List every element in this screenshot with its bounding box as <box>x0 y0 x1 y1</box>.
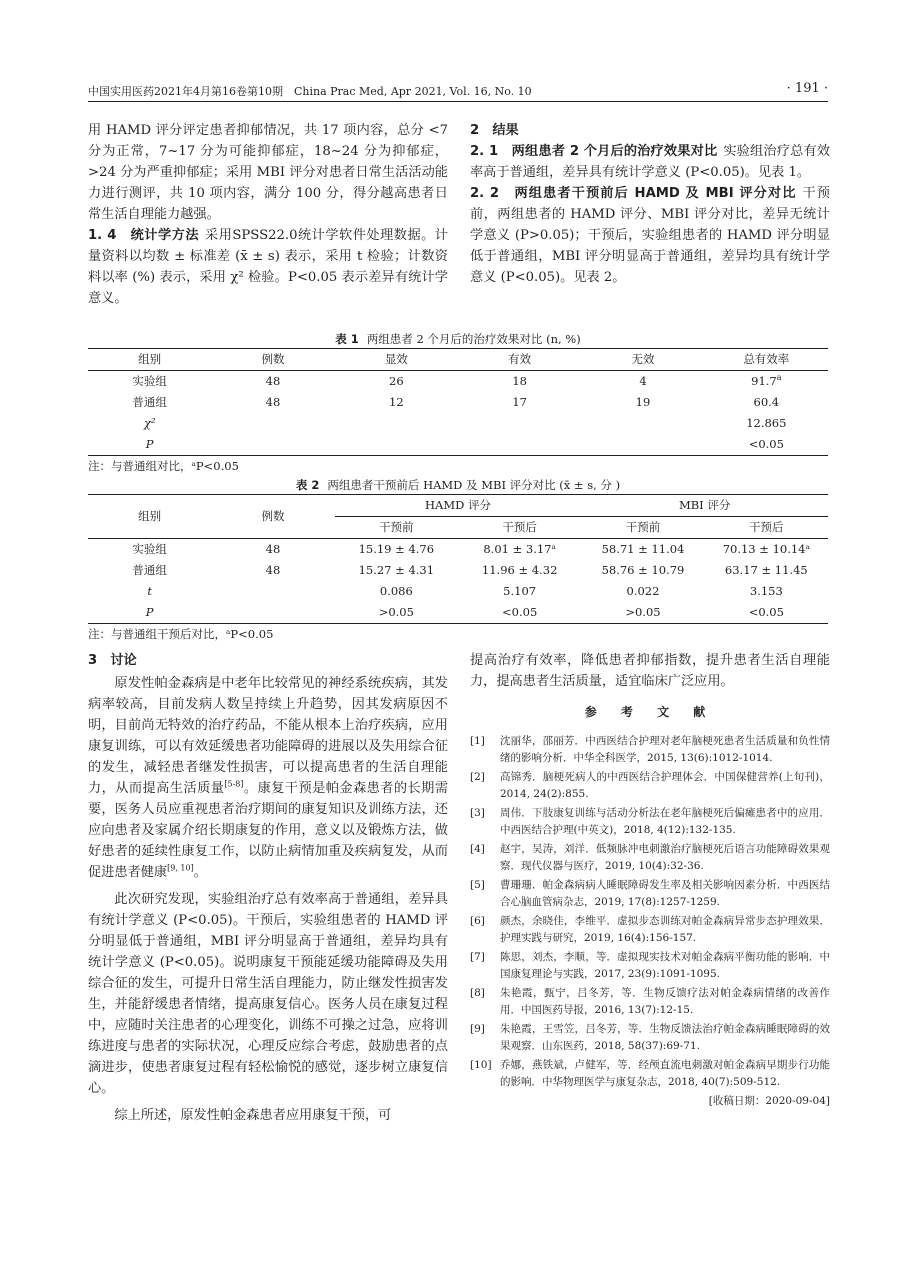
table-cell: <0.05 <box>458 602 581 624</box>
reference-text: 赵宇，吴涛，刘洋．低频脉冲电刺激治疗脑梗死后语言功能障碍效果观察．现代仪器与医疗，2019, 10(4):32-36. <box>500 843 830 872</box>
section-2-heading: 2 结果 <box>470 123 519 138</box>
reference-text: 颜杰，余晓佳，李维平．虚拟步态训练对帕金森病异常步态护理效果．护理实践与研究，2019, 16(4):156-157. <box>500 915 830 944</box>
table-2-header-mbi-post: 干预后 <box>705 517 828 539</box>
reference-number: [10] <box>470 1059 492 1071</box>
reference-item <box>470 1057 830 1091</box>
table-cell: 普通组 <box>132 563 167 577</box>
table-cell: 5.107 <box>503 584 537 598</box>
table-cell: 48 <box>265 374 281 388</box>
table-1-header-marked: 显效 <box>335 349 458 371</box>
table-cell: 0.022 <box>626 584 660 598</box>
table-cell <box>335 434 458 456</box>
running-header <box>88 81 828 102</box>
page-number: · 191 · <box>786 81 828 96</box>
table-cell: 19 <box>635 395 651 409</box>
table-cell: 4 <box>639 374 647 388</box>
table-2-header-n: 例数 <box>211 495 334 539</box>
table-cell: 48 <box>265 395 281 409</box>
table-cell: 26 <box>389 374 404 388</box>
results-2-2-paragraph <box>470 183 830 288</box>
journal-citation: 中国实用医药2021年4月第16卷第10期 China Prac Med, Apr 2021, Vol. 16, No. 10 <box>88 85 532 98</box>
table-cell: 58.71 ± 11.04 <box>601 542 685 556</box>
table-cell: P <box>88 434 211 456</box>
discussion-paragraph-1 <box>88 673 448 883</box>
table-cell: 3.153 <box>749 584 783 598</box>
table-cell: 实验组 <box>132 374 167 388</box>
table-cell: 12 <box>389 395 404 409</box>
table-2-header-group: 组别 <box>88 495 211 539</box>
discussion-paragraph-2: 此次研究发现，实验组治疗总有效率高于普通组，差异具有统计学意义 (P<0.05)。干预后，实验组患者的 HAMD 评分明显低于普通组，MBI 评分明显高于普通组，差异均具有统计学意义 (P<0.05)。说明康复干预能延缓功能障碍及失用综合征的发生，可提升日常生活自理能力，防止继发性损害发生，并能舒缓患者情绪，提高康复信心。医务人员在康复过程中，应随时关注患者的心理变化，训练不可操之过急，应将训练进度与患者的实际状况，心理反应综合考虑，鼓励患者的点滴进步，使患者康复过程有轻松愉悦的感觉，逐步树立康复信心。 <box>88 892 448 1096</box>
reference-item <box>470 769 830 803</box>
table-2-note: 注：与普通组干预后对比，ᵃP<0.05 <box>88 627 274 641</box>
results-2-1-paragraph <box>470 141 830 183</box>
table-cell: 11.96 ± 4.32 <box>481 563 558 577</box>
reference-number: [8] <box>470 987 485 999</box>
section-1-4-text: 采用SPSS22.0统计学软件处理数据。计量资料以均数 ± 标准差 (x̄ ± s) 表示，采用 t 检验；计数资料以率 (%) 表示，采用 χ² 检验。P<0.05 表示差异有统计学意义。 <box>88 228 448 306</box>
table-cell: 17 <box>512 395 527 409</box>
reference-number: [1] <box>470 735 485 747</box>
table-cell: >0.05 <box>581 602 704 624</box>
table-row <box>88 434 828 456</box>
section-2-2-heading: 2. 2 两组患者干预前后 HAMD 及 MBI 评分对比 <box>470 186 797 201</box>
table-row <box>88 581 828 602</box>
table-cell: 48 <box>265 563 281 577</box>
table-cell: <0.05 <box>705 602 828 624</box>
reference-number: [6] <box>470 915 485 927</box>
reference-item <box>470 805 830 839</box>
citation: [5-8] <box>224 779 244 789</box>
table-2-header-mbi: MBI 评分 <box>581 495 828 517</box>
table-1-grid <box>88 348 828 456</box>
left-column-discussion <box>88 650 448 1126</box>
table-row <box>88 602 828 624</box>
reference-list <box>470 733 830 1091</box>
table-1-header-group: 组别 <box>88 349 211 371</box>
table-cell: 63.17 ± 11.45 <box>724 563 808 577</box>
reference-text: 朱艳霞，王雪笠，吕冬芳，等．生物反馈法治疗帕金森病睡眠障碍的效果观察．山东医药，2018, 58(37):69-71. <box>500 1023 830 1052</box>
table-cell: 60.4 <box>753 395 780 409</box>
reference-item <box>470 841 830 875</box>
reference-number: [9] <box>470 1023 485 1035</box>
table-cell: 8.01 ± 3.17ᵃ <box>483 542 556 556</box>
table-cell <box>705 371 828 393</box>
table-cell <box>458 434 581 456</box>
discussion-p1b-text: 。康复干预是帕金森患者的长期需要，医务人员应重视患者治疗期间的康复知识及训练方法，还应向患者及家属介绍长期康复的作用，意义以及锻炼方法，做好患者的延续性康复工作，以防止病情加重及疾病复发，从而促进患者健康 <box>88 781 449 880</box>
table-1-header-n: 例数 <box>211 349 334 371</box>
section-2-2-text: 干预前，两组患者的 HAMD 评分、MBI 评分对比，差异无统计学意义 (P>0.05)；干预后，实验组患者的 HAMD 评分明显低于普通组，MBI 评分明显高于普通组，差异均具有统计学意义 (P<0.05)。见表 2。 <box>470 186 830 285</box>
reference-text: 沈丽华，邵丽芳．中西医结合护理对老年脑梗死患者生活质量和负性情绪的影响分析．中华全科医学，2015, 13(6):1012-1014. <box>500 735 830 764</box>
table-1-title: 两组患者 2 个月后的治疗效果对比 (n, %) <box>366 332 581 346</box>
received-date: [收稿日期：2020-09-04] <box>708 1095 830 1107</box>
table-row <box>88 560 828 581</box>
references-heading: 参 考 文 献 <box>584 705 716 719</box>
reference-item <box>470 1021 830 1055</box>
table-1-header-effective: 有效 <box>458 349 581 371</box>
significance-mark: a <box>776 373 782 383</box>
reference-text: 乔娜，燕铁斌，卢健军，等．经颅直流电刺激对帕金森病早期步行功能的影响．中华物理医学与康复杂志，2018, 40(7):509-512. <box>500 1059 830 1088</box>
table-cell: 12.865 <box>746 416 787 430</box>
reference-text: 周伟．下肢康复训练与活动分析法在老年脑梗死后偏瘫患者中的应用．中西医结合护理(中英文)，2018, 4(12):132-135. <box>500 807 830 836</box>
reference-text: 高锦秀．脑梗死病人的中西医结合护理体会．中国保健营养(上旬刊)，2014, 24(2):855. <box>500 771 830 800</box>
table-cell: >0.05 <box>335 602 458 624</box>
table-cell: 实验组 <box>132 542 167 556</box>
statistics-paragraph <box>88 225 448 309</box>
table-cell <box>335 413 458 434</box>
table-row <box>88 392 828 413</box>
methods-paragraph: 用 HAMD 评分评定患者抑郁情况，共 17 项内容，总分 <7 分为正常，7~17 分为可能抑郁症，18~24 分为抑郁症，>24 分为严重抑郁症；采用 MBI 评分对患者日常生活活动能力进行测评，共 10 项内容，满分 100 分，得分越高患者日常生活自理能力越强。 <box>88 123 448 222</box>
table-cell: 普通组 <box>132 395 167 409</box>
table-2 <box>88 476 828 644</box>
table-cell: 48 <box>265 542 281 556</box>
table-1-caption <box>88 330 828 348</box>
table-cell <box>211 602 334 624</box>
table-cell <box>211 413 334 434</box>
table-cell: 70.13 ± 10.14ᵃ <box>722 542 810 556</box>
section-2-1-text: 实验组治疗总有效率高于普通组，差异具有统计学意义 (P<0.05)。见表 1。 <box>470 144 831 180</box>
table-2-header-hamd-post: 干预后 <box>458 517 581 539</box>
table-cell: t <box>147 584 152 598</box>
discussion-paragraph-3: 综上所述，原发性帕金森患者应用康复干预，可 <box>114 1108 392 1123</box>
table-cell <box>211 434 334 456</box>
reference-number: [3] <box>470 807 485 819</box>
reference-item <box>470 949 830 983</box>
table-2-header-hamd: HAMD 评分 <box>335 495 582 517</box>
table-1-header-total: 总有效率 <box>705 349 828 371</box>
reference-number: [7] <box>470 951 485 963</box>
table-2-grid <box>88 494 828 624</box>
table-cell: <0.05 <box>705 434 828 456</box>
table-cell <box>581 434 704 456</box>
table-2-caption <box>88 476 828 494</box>
table-2-title: 两组患者干预前后 HAMD 及 MBI 评分对比 (x̄ ± s, 分 ) <box>327 478 621 492</box>
reference-text: 朱艳霞，甄宁，吕冬芳，等．生物反馈疗法对帕金森病情绪的改善作用．中国医药导报，2016, 13(7):12-15. <box>500 987 830 1016</box>
reference-item <box>470 985 830 1019</box>
table-1-note: 注：与普通组对比，ᵃP<0.05 <box>88 459 239 473</box>
discussion-p1-text: 原发性帕金森病是中老年比较常见的神经系统疾病，其发病率较高，目前发病人数呈持续上升趋势，因其发病原因不明，目前尚无特效的治疗药品，不能从根本上治疗疾病，应用康复训练，可以有效延缓患者功能障碍的进展以及失用综合征的发生，减轻患者继发性损害，可以提高患者的生活自理能力，从而提高生活质量 <box>88 676 448 796</box>
table-2-header-hamd-pre: 干预前 <box>335 517 458 539</box>
reference-text: 陈思，刘杰，李顺，等．虚拟现实技术对帕金森病平衡功能的影响．中国康复理论与实践，2017, 23(9):1091-1095. <box>500 951 830 980</box>
table-cell <box>211 581 334 602</box>
discussion-p1c-text: 。 <box>193 865 207 880</box>
left-column-top <box>88 120 448 309</box>
right-column-discussion <box>470 650 830 1110</box>
citation: [9, 10] <box>167 863 194 873</box>
section-3-heading: 3 讨论 <box>88 653 137 668</box>
table-1-label: 表 1 <box>335 332 359 346</box>
table-row <box>88 371 828 393</box>
table-row <box>88 413 828 434</box>
table-cell: 15.19 ± 4.76 <box>358 542 435 556</box>
table-cell <box>458 413 581 434</box>
discussion-paragraph-3-continued: 提高治疗有效率，降低患者抑郁指数，提升患者生活自理能力，提高患者生活质量，适宜临床广泛应用。 <box>470 653 830 689</box>
reference-number: [5] <box>470 879 485 891</box>
table-cell <box>581 413 704 434</box>
table-cell: 58.76 ± 10.79 <box>601 563 685 577</box>
table-cell-value: 91.7 <box>751 374 777 388</box>
table-1-header-ineffective: 无效 <box>581 349 704 371</box>
section-1-4-heading: 1. 4 统计学方法 <box>88 228 200 243</box>
reference-item <box>470 733 830 767</box>
table-cell: P <box>88 602 211 624</box>
reference-text: 曹珊珊．帕金森病病人睡眠障碍发生率及相关影响因素分析．中西医结合心脑血管病杂志，2019, 17(8):1257-1259. <box>500 879 830 908</box>
table-cell: 15.27 ± 4.31 <box>358 563 435 577</box>
reference-number: [2] <box>470 771 485 783</box>
right-column-top <box>470 120 830 288</box>
table-2-label: 表 2 <box>295 478 320 492</box>
table-row <box>88 539 828 561</box>
reference-number: [4] <box>470 843 485 855</box>
table-cell: χ² <box>143 416 156 430</box>
table-cell: 18 <box>512 374 527 388</box>
table-1 <box>88 330 828 476</box>
table-cell: 0.086 <box>379 584 413 598</box>
reference-item <box>470 877 830 911</box>
reference-item <box>470 913 830 947</box>
section-2-1-heading: 2. 1 两组患者 2 个月后的治疗效果对比 <box>470 144 718 159</box>
table-2-header-mbi-pre: 干预前 <box>581 517 704 539</box>
